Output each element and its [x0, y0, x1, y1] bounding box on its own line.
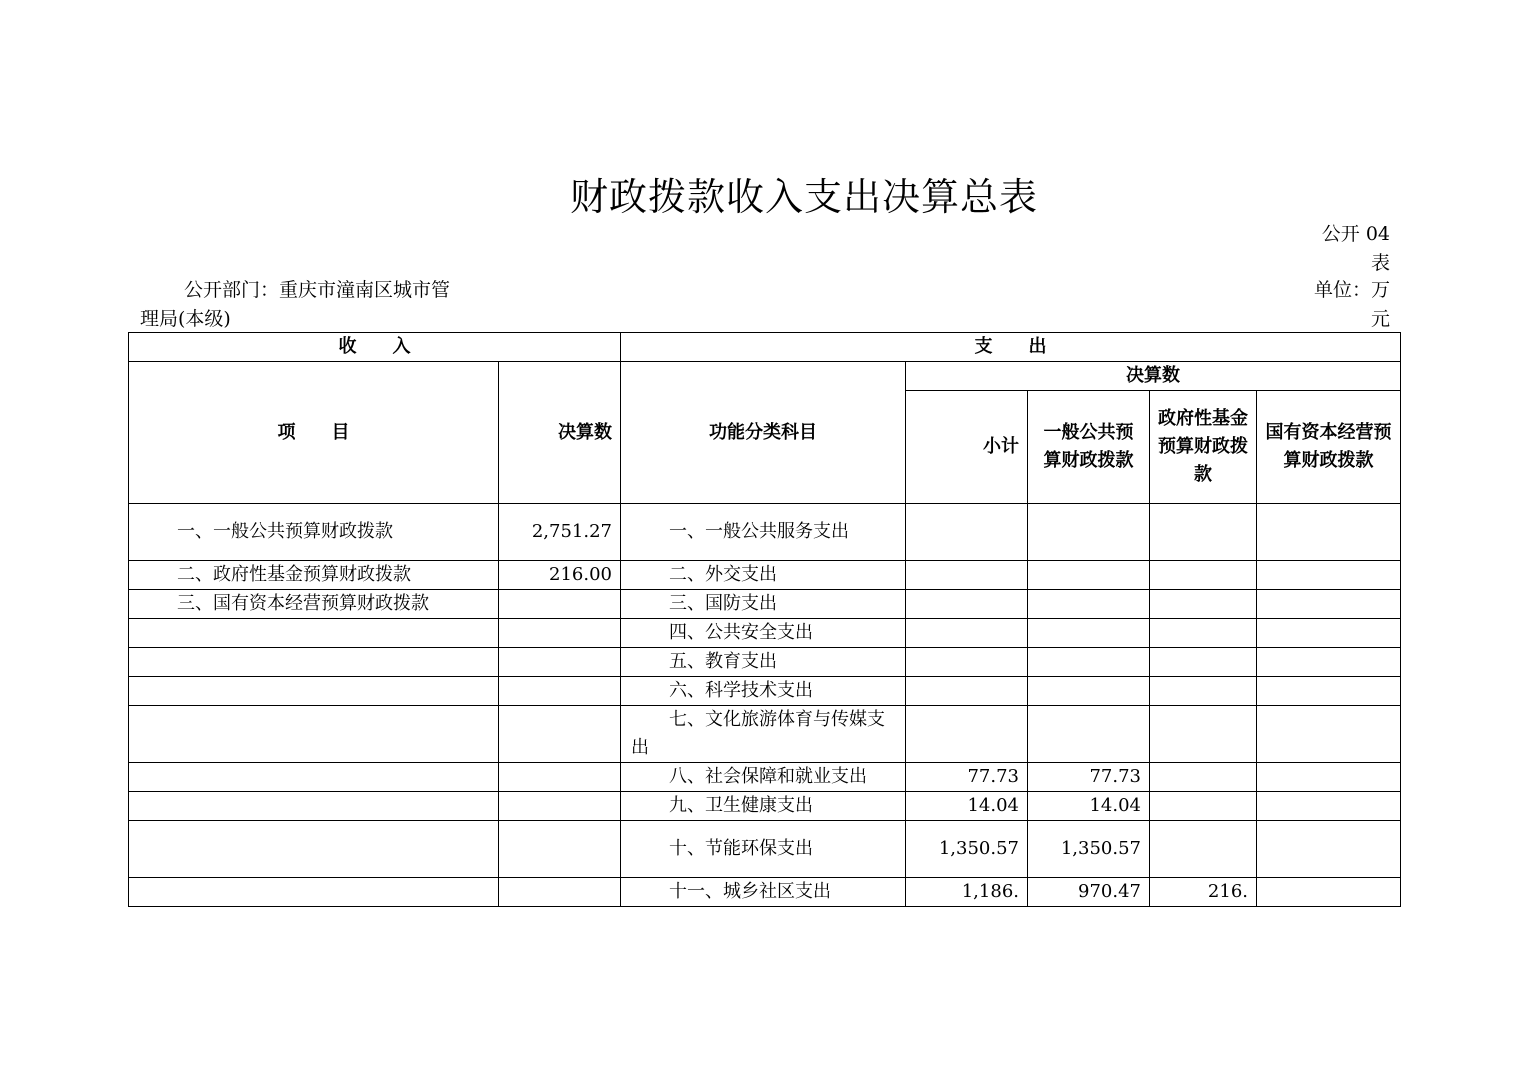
- income-item: 二、政府性基金预算财政拨款: [129, 561, 499, 590]
- subtotal-cell: [906, 504, 1028, 561]
- general-cell: 77.73: [1028, 763, 1150, 792]
- income-item: [129, 619, 499, 648]
- income-amount: 216.00: [499, 561, 621, 590]
- state-capital-cell: [1257, 561, 1401, 590]
- gov-fund-cell: [1150, 504, 1257, 561]
- table-row: [129, 561, 1401, 590]
- gov-fund-cell: [1150, 792, 1257, 821]
- general-cell: 1,350.57: [1028, 821, 1150, 878]
- table-row: [129, 619, 1401, 648]
- income-item: [129, 677, 499, 706]
- gov-fund-cell: [1150, 821, 1257, 878]
- table-row: [129, 648, 1401, 677]
- table-row: [129, 706, 1401, 763]
- table-row: [129, 590, 1401, 619]
- table-row: [129, 763, 1401, 792]
- department-line1: 公开部门：重庆市潼南区城市管: [184, 279, 451, 301]
- table-row: [129, 677, 1401, 706]
- subtotal-cell: [906, 590, 1028, 619]
- state-capital-cell: [1257, 821, 1401, 878]
- general-cell: [1028, 504, 1150, 561]
- state-capital-header: 国有资本经营预算财政拨款: [1257, 391, 1401, 504]
- func-item: 十一、城乡社区支出: [621, 878, 906, 907]
- general-cell: 970.47: [1028, 878, 1150, 907]
- report-title: 财政拨款收入支出决算总表: [569, 175, 1038, 219]
- general-cell: [1028, 619, 1150, 648]
- income-item: [129, 878, 499, 907]
- budget-table: [128, 332, 1401, 907]
- func-item: 六、科学技术支出: [621, 677, 906, 706]
- table-row: [129, 792, 1401, 821]
- table-row: [129, 504, 1401, 561]
- table-row: [129, 821, 1401, 878]
- general-cell: [1028, 677, 1150, 706]
- subtotal-cell: 1,186.: [906, 878, 1028, 907]
- unit-label: [1300, 276, 1390, 334]
- func-item: 二、外交支出: [621, 561, 906, 590]
- income-amount: [499, 821, 621, 878]
- func-item: 一、一般公共服务支出: [621, 504, 906, 561]
- subtotal-cell: 77.73: [906, 763, 1028, 792]
- subtotal-cell: [906, 677, 1028, 706]
- state-capital-cell: [1257, 619, 1401, 648]
- department-line2: 理局(本级): [140, 308, 231, 330]
- func-item: 十、节能环保支出: [621, 821, 906, 878]
- func-item: 九、卫生健康支出: [621, 792, 906, 821]
- general-cell: [1028, 706, 1150, 763]
- income-amount: [499, 648, 621, 677]
- subtotal-cell: [906, 619, 1028, 648]
- subtotal-cell: [906, 561, 1028, 590]
- subtotal-cell: 14.04: [906, 792, 1028, 821]
- income-amount: [499, 619, 621, 648]
- func-item: 四、公共安全支出: [621, 619, 906, 648]
- income-item: [129, 648, 499, 677]
- func-category-header: 功能分类科目: [621, 362, 906, 504]
- income-item: [129, 763, 499, 792]
- general-cell: [1028, 561, 1150, 590]
- income-amount: [499, 763, 621, 792]
- state-capital-cell: [1257, 763, 1401, 792]
- income-item: 一、一般公共预算财政拨款: [129, 504, 499, 561]
- state-capital-cell: [1257, 677, 1401, 706]
- item-header: 项 目: [129, 362, 499, 504]
- general-cell: 14.04: [1028, 792, 1150, 821]
- income-amount: 2,751.27: [499, 504, 621, 561]
- func-item: 七、文化旅游体育与传媒支出: [621, 706, 906, 763]
- income-header: 收 入: [129, 333, 621, 362]
- form-number-line1: 公开 04: [1321, 223, 1390, 245]
- income-item: [129, 821, 499, 878]
- income-amount: [499, 792, 621, 821]
- expense-header: 支 出: [621, 333, 1401, 362]
- subtotal-cell: [906, 706, 1028, 763]
- gov-fund-cell: 216.: [1150, 878, 1257, 907]
- amount-header: 决算数: [499, 362, 621, 504]
- income-amount: [499, 677, 621, 706]
- form-number: [1300, 220, 1390, 278]
- general-public-header: 一般公共预算财政拨款: [1028, 391, 1150, 504]
- state-capital-cell: [1257, 878, 1401, 907]
- func-item: 五、教育支出: [621, 648, 906, 677]
- gov-fund-cell: [1150, 561, 1257, 590]
- gov-fund-cell: [1150, 763, 1257, 792]
- gov-fund-cell: [1150, 648, 1257, 677]
- gov-fund-cell: [1150, 677, 1257, 706]
- state-capital-cell: [1257, 504, 1401, 561]
- subtotal-cell: 1,350.57: [906, 821, 1028, 878]
- income-item: [129, 706, 499, 763]
- gov-fund-cell: [1150, 590, 1257, 619]
- func-item: 八、社会保障和就业支出: [621, 763, 906, 792]
- unit-line1: 单位：万: [1313, 279, 1390, 301]
- gov-fund-header: 政府性基金预算财政拨款: [1150, 391, 1257, 504]
- income-amount: [499, 590, 621, 619]
- form-number-line2: 表: [1370, 252, 1390, 274]
- final-amount-header: 决算数: [906, 362, 1401, 391]
- gov-fund-cell: [1150, 706, 1257, 763]
- state-capital-cell: [1257, 648, 1401, 677]
- subtotal-cell: [906, 648, 1028, 677]
- department-label: [140, 276, 500, 334]
- subtotal-header: 小计: [906, 391, 1028, 504]
- state-capital-cell: [1257, 590, 1401, 619]
- income-amount: [499, 706, 621, 763]
- general-cell: [1028, 648, 1150, 677]
- general-cell: [1028, 590, 1150, 619]
- gov-fund-cell: [1150, 619, 1257, 648]
- state-capital-cell: [1257, 706, 1401, 763]
- income-item: 三、国有资本经营预算财政拨款: [129, 590, 499, 619]
- state-capital-cell: [1257, 792, 1401, 821]
- table-row: [129, 878, 1401, 907]
- func-item: 三、国防支出: [621, 590, 906, 619]
- income-item: [129, 792, 499, 821]
- income-amount: [499, 878, 621, 907]
- unit-line2: 元: [1370, 308, 1390, 330]
